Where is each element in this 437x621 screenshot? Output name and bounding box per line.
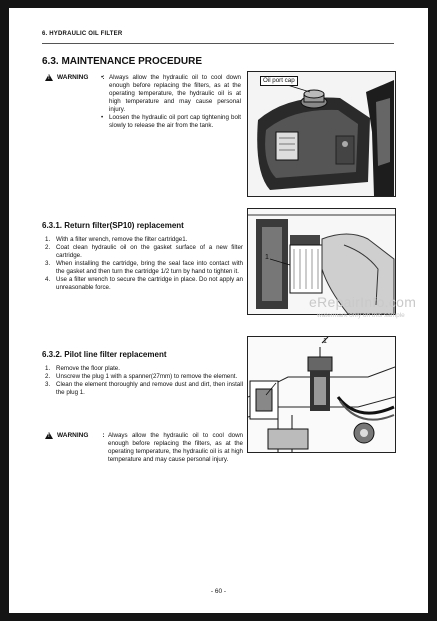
figure-pilot-line-filter xyxy=(247,336,396,453)
warning-text-1 xyxy=(101,74,241,130)
sub2-step: 3. Clean the element thoroughly and remove dust and dirt, then install the plug 1. xyxy=(45,381,243,396)
pilot-filter-illustration xyxy=(248,337,395,452)
sub1-step: 2. Coat clean hydraulic oil on the gasket surface of a new filter cartridge. xyxy=(45,244,243,259)
warning-label-2: ! WARNING : xyxy=(45,432,105,439)
figure1-label: Oil port cap xyxy=(260,76,298,86)
watermark-site: eRepairInfo.com xyxy=(309,294,417,310)
warning-text-2: Always allow the hydraulic oil to cool down enough before replacing the filters, as at the operating temperature, the hydraulic oil is at high temperature and may cause personal injury. xyxy=(108,432,243,463)
figure-oil-port-cap xyxy=(247,71,396,197)
oil-port-cap-illustration xyxy=(248,72,395,196)
sub1-step: 4. Use a filter wrench to secure the cartridge in place. Do not apply an unreasonable force. xyxy=(45,276,243,291)
subsection-2-title: 6.3.2. Pilot line filter replacement xyxy=(42,350,167,359)
figure2-label: 1 xyxy=(265,254,269,261)
sub2-step: 2. Unscrew the plug 1 with a spanner(27mm) to remove the element. xyxy=(45,373,238,380)
warning-1-item-1: • Always allow the hydraulic oil to cool down enough before replacing the filters, as at the operating temperature, the hydraulic oil is at high temperature and may cause personal injury. xyxy=(101,74,241,114)
warning-triangle-icon xyxy=(45,432,53,439)
figure3-label: 1 xyxy=(323,338,327,345)
warning-triangle-icon xyxy=(45,74,53,81)
sub1-step: 1. With a filter wrench, remove the filter cartridge1. xyxy=(45,236,188,243)
page-number: - 60 - xyxy=(210,588,227,595)
subsection-1-steps xyxy=(45,236,243,292)
header-rule xyxy=(42,43,394,44)
sub2-step: 1. Remove the floor plate. xyxy=(45,365,120,372)
watermark-note: watermark only on this sample xyxy=(317,312,405,319)
subsection-2-steps xyxy=(45,365,243,397)
sub1-step: 3. When installing the cartridge, bring the seal face into contact with the gasket and then turn the cartridge 1/2 turn by hand to tighten it. xyxy=(45,260,243,275)
warning-label-1: ! WARNING : xyxy=(45,74,105,81)
manual-page xyxy=(9,8,428,613)
section-title: 6.3. MAINTENANCE PROCEDURE xyxy=(42,56,203,67)
subsection-1-title: 6.3.1. Return filter(SP10) replacement xyxy=(42,221,184,230)
chapter-header: 6. HYDRAULIC OIL FILTER xyxy=(42,31,123,37)
warning-1-item-2: • Loosen the hydraulic oil port cap tightening bolt slowly to release the air from the tank. xyxy=(101,114,241,130)
